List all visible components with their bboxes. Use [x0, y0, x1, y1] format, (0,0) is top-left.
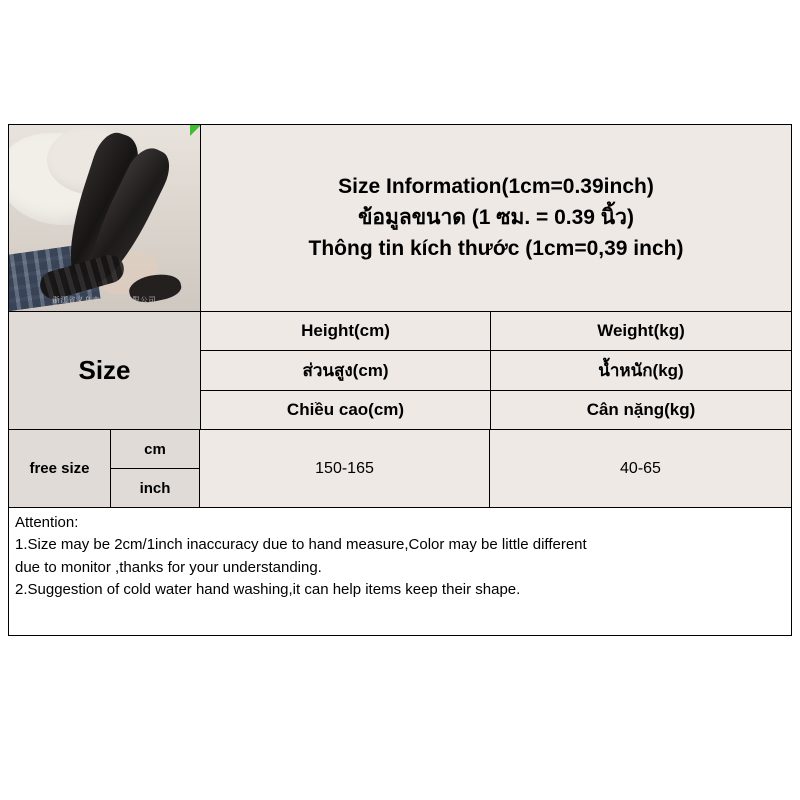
- chart-top-band: [9, 125, 791, 312]
- product-photo-image: [9, 125, 200, 311]
- green-corner-marker-icon: [190, 125, 201, 136]
- title-line-english: Size Information(1cm=0.39inch): [338, 174, 654, 198]
- row-unit-column: [111, 430, 200, 507]
- size-chart: [8, 124, 792, 636]
- header-height-thai: ส่วนสูง(cm): [201, 351, 491, 389]
- header-row-thai: [201, 351, 791, 390]
- header-weight-vietnamese: Cân nặng(kg): [491, 391, 791, 429]
- header-height-vietnamese: Chiều cao(cm): [201, 391, 491, 429]
- header-row-english: [201, 312, 791, 351]
- title-block: [201, 125, 791, 311]
- attention-line-3: 2.Suggestion of cold water hand washing,it can help items keep their shape.: [15, 580, 521, 598]
- row-weight-value: 40-65: [490, 430, 791, 507]
- header-columns: [201, 312, 791, 429]
- attention-line-1: 1.Size may be 2cm/1inch inaccuracy due to hand measure,Color may be little different: [15, 536, 587, 554]
- attention-block: [9, 508, 791, 635]
- photo-watermark: 浙江省义乌市针织品有限公司: [52, 297, 157, 304]
- header-height-english: Height(cm): [201, 312, 491, 350]
- attention-heading: Attention:: [15, 514, 79, 531]
- header-weight-thai: น้ำหนัก(kg): [491, 351, 791, 389]
- table-row: [9, 430, 791, 508]
- row-size-label: free size: [9, 430, 111, 507]
- title-line-thai: ข้อมูลขนาด (1 ซม. = 0.39 นิ้ว): [358, 205, 634, 229]
- product-photo: [9, 125, 201, 311]
- title-line-vietnamese: Thông tin kích thước (1cm=0,39 inch): [308, 237, 684, 261]
- header-weight-english: Weight(kg): [491, 312, 791, 350]
- header-row-vietnamese: [201, 391, 791, 429]
- size-label-cell: Size: [9, 312, 201, 429]
- row-height-value: 150-165: [200, 430, 490, 507]
- attention-line-2: due to monitor ,thanks for your understanding.: [15, 558, 322, 576]
- row-unit-cm: cm: [111, 430, 199, 469]
- chart-header-band: [9, 312, 791, 430]
- row-unit-inch: inch: [139, 479, 171, 497]
